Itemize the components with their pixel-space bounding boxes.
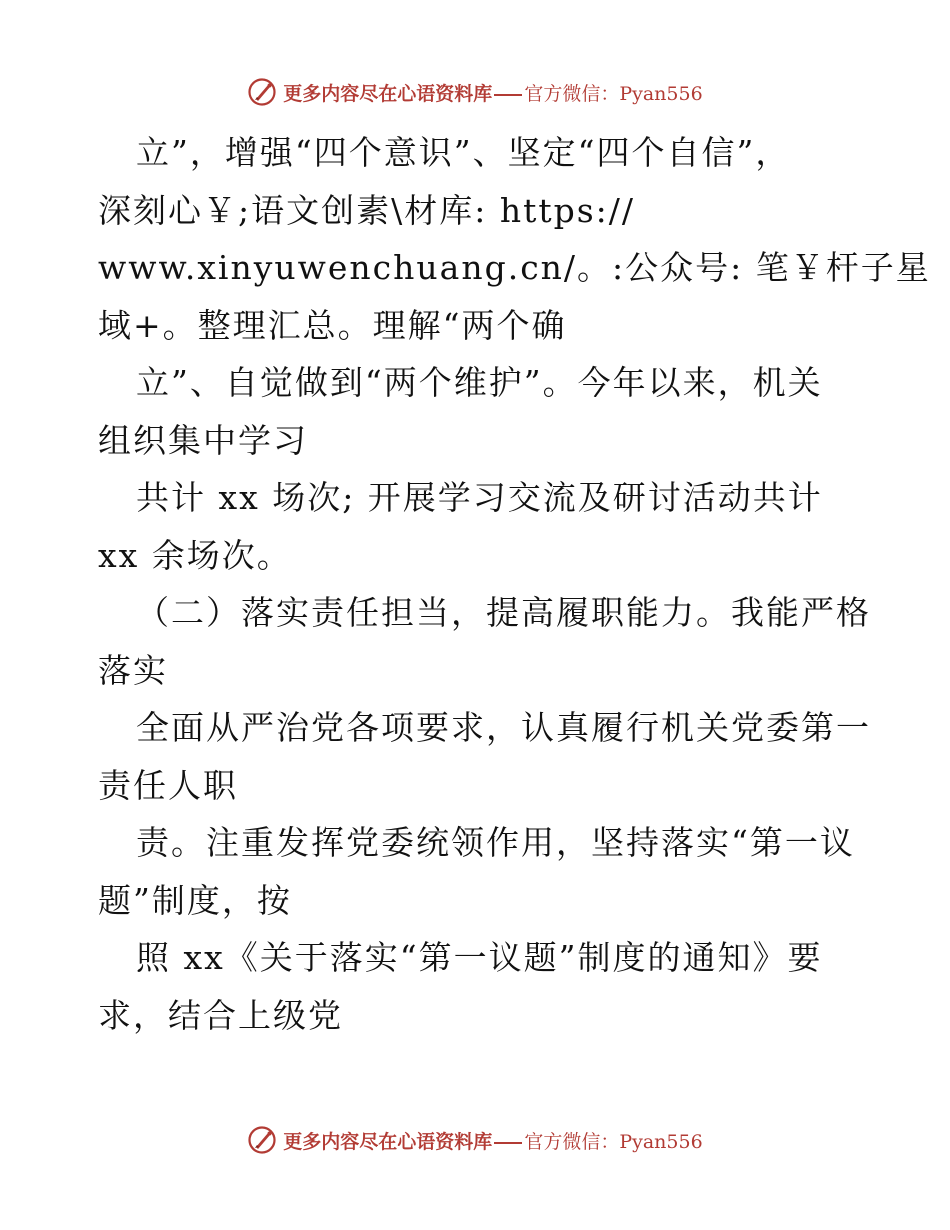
text-line: 落实 bbox=[98, 650, 168, 690]
watermark-contact-label: 官方微信： bbox=[524, 82, 620, 105]
text-line: 域+。整理汇总。理解“两个确 bbox=[98, 305, 567, 345]
text-line: xx 余场次。 bbox=[98, 535, 292, 575]
text-line: 全面从严治党各项要求，认真履行机关党委第一 bbox=[136, 708, 871, 747]
text-line: 组织集中学习 bbox=[98, 420, 308, 460]
text-line: （二）落实责任担当，提高履职能力。我能严格 bbox=[136, 593, 871, 632]
watermark-contact-id: Pyan556 bbox=[619, 82, 703, 105]
text-line: 立”，增强“四个意识”、坚定“四个自信”， bbox=[136, 133, 791, 172]
text-line: 责。注重发挥党委统领作用，坚持落实“第一议 bbox=[136, 823, 855, 862]
footer-watermark bbox=[0, 1120, 950, 1160]
document-body bbox=[98, 124, 931, 1044]
text-line: 深刻心￥;语文创素\材库: https:// bbox=[98, 190, 636, 230]
text-line: 立”、自觉做到“两个维护”。今年以来，机关 bbox=[136, 363, 823, 402]
text-line: 共计 xx 场次; 开展学习交流及研讨活动共计 bbox=[136, 478, 823, 517]
watermark-contact-id: Pyan556 bbox=[619, 1130, 703, 1153]
header-watermark bbox=[0, 72, 950, 112]
watermark-text bbox=[283, 79, 702, 106]
text-line: 求，结合上级党 bbox=[98, 995, 343, 1035]
text-line: www.xinyuwenchuang.cn/。:公众号: 笔￥杆子星 bbox=[98, 248, 931, 287]
quill-pen-logo-icon bbox=[247, 77, 277, 107]
watermark-text bbox=[283, 1127, 702, 1154]
quill-pen-logo-icon bbox=[247, 1125, 277, 1155]
text-line: 题”制度，按 bbox=[98, 880, 292, 920]
text-line: 照 xx《关于落实“第一议题”制度的通知》要 bbox=[136, 938, 823, 977]
watermark-separator bbox=[494, 1142, 522, 1144]
watermark-brand: 更多内容尽在心语资料库 bbox=[283, 1130, 493, 1153]
watermark-brand: 更多内容尽在心语资料库 bbox=[283, 82, 493, 105]
watermark-contact-label: 官方微信： bbox=[524, 1130, 620, 1153]
text-line: 责任人职 bbox=[98, 765, 238, 805]
watermark-separator bbox=[494, 94, 522, 96]
